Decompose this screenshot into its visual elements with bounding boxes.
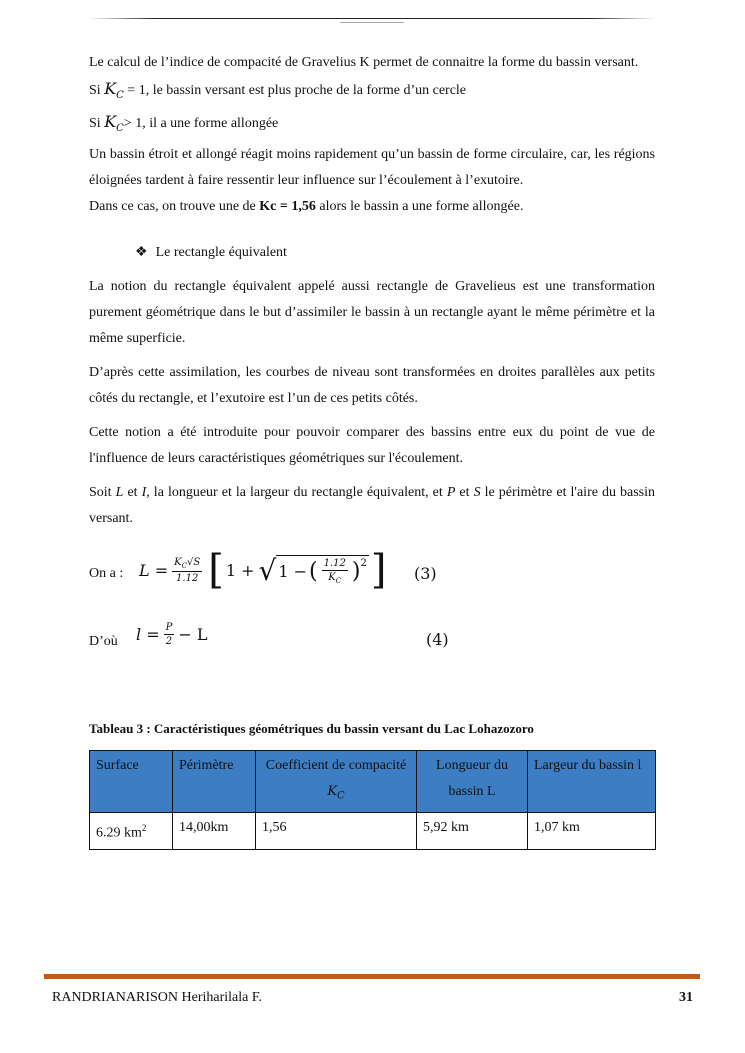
footer-bar [44,974,700,979]
header-rule-accent [340,22,404,23]
paragraph-rectangle-notion: La notion du rectangle équivalent appelé aussi rectangle de Gravelieus est une transformation purement géométrique dans le but d’assimiler le bassin à un rectangle ayant le même périmètre et la même superficie. [89,279,655,347]
cell-surface: 6.29 $km^2$ [90,812,173,849]
paragraph-gravelius: Le calcul de l’indice de compacité de Gravelius K permet de connaitre la forme du bassin versant. [89,55,639,70]
page-number: 31 [679,990,693,1005]
equation-4-number: (4) [426,630,449,650]
equation-3-formula: L = $\frac{K_C√S}{1.12}$ [ 1 + √ 1 − ( $\frac{1.12}{K_C}$ ) $^2$ ] [139,547,387,594]
table-row [90,812,656,849]
header-rule [88,18,656,19]
page-content [89,50,655,850]
cell-width: 1,07 km [528,812,656,849]
table-caption: Tableau 3 : Caractéristiques géométriques du bassin versant du Lac Lohazozoro [89,721,534,737]
section-heading-rectangle: ❖ Le rectangle équivalent [135,245,287,261]
condition-circle: Si $K_C = 1$, le bassin versant est plus proche de la forme d’un cercle [89,79,467,102]
equation-4-formula: l = $\frac{P}{2}$ − L [136,622,208,648]
header-width: Largeur du bassin l [528,751,656,813]
equation-3: On a : L = $\frac{K_C√S}{1.12}$ [ 1 + √ 1 − ( $\frac{1.12}{K_C}$ ) $^2$ ] (3) [89,547,437,594]
paragraph-elongated-basin: Un bassin étroit et allongé réagit moins rapidement qu’un bassin de forme circulaire, car, les régions éloignées tardent à faire ressentir leur influence sur l’écoulement à l’exutoire. [89,147,655,189]
header-compactness: Coefficient de compacité $K_C$ [256,751,417,813]
paragraph-kc-result: Dans ce cas, on trouve une de Kc = 1,56 alors le bassin a une forme allongée. [89,199,524,215]
table-header-row [90,751,656,813]
equation-4: D’où l = $\frac{P}{2}$ − L (4) [89,622,449,650]
cell-compactness: 1,56 [256,812,417,849]
header-length: Longueur du bassin L [417,751,528,813]
footer-author: RANDRIANARISON Heriharilala F. [52,990,263,1005]
paragraph-comparison: Cette notion a été introduite pour pouvoir comparer des bassins entre eux du point de vue de l'influence de leurs caractéristiques géométriques sur l'écoulement. [89,425,655,467]
cell-perimeter: 14,00km [173,812,256,849]
characteristics-table [89,750,656,849]
paragraph-assimilation: D’après cette assimilation, les courbes de niveau sont transformées en droites parallèles aux petits côtés du rectangle, et l’exutoire est l’un de ces petits côtés. [89,365,655,407]
kc-symbol: $K_C$ [104,79,124,102]
header-surface: Surface [90,751,173,813]
diamond-bullet-icon: ❖ [135,245,148,261]
cell-length: 5,92 km [417,812,528,849]
kc-symbol: $K_C$ [104,112,124,135]
equation-3-number: (3) [414,564,437,584]
paragraph-definitions: Soit L et I, la longueur et la largeur du rectangle équivalent, et P et S le périmètre et l'aire du bassin versant. [89,485,656,527]
header-perimeter: Périmètre [173,751,256,813]
condition-elongated: Si $K_C> 1$, il a une forme allongée [89,112,279,135]
